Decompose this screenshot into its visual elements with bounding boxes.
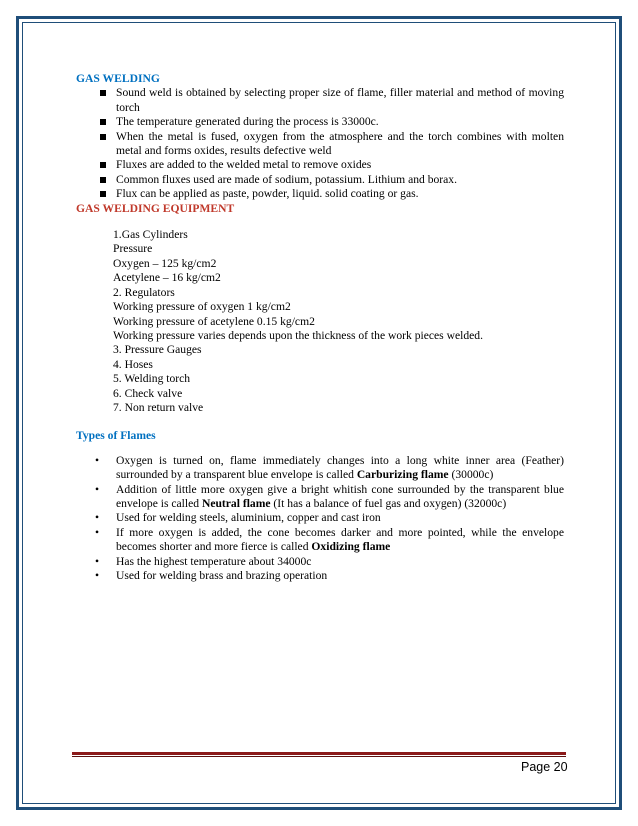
flames-list: [76, 454, 564, 584]
equipment-list: [76, 228, 564, 415]
list-item: • Used for welding brass and brazing operation: [95, 569, 328, 582]
dot-bullet-icon: •: [95, 511, 100, 525]
dot-bullet-icon: •: [95, 554, 100, 568]
dot-bullet-icon: •: [95, 569, 100, 582]
square-bullet-icon: [100, 119, 106, 125]
list-item: • If more oxygen is added, the cone becomes darker and more pointed, while the envelope becomes shorter and more fierce is called Oxidizing flame: [95, 525, 564, 554]
equipment-line: Working pressure varies depends upon the thickness of the work pieces welded.: [113, 328, 483, 342]
square-bullet-icon: [100, 177, 106, 183]
list-item: Sound weld is obtained by selecting proper size of flame, filler material and method of moving torch: [94, 86, 564, 115]
equipment-line: 3. Pressure Gauges: [113, 343, 202, 357]
list-item: • Has the highest temperature about 34000c: [95, 554, 312, 568]
page-number: Page 20: [521, 760, 568, 774]
list-item: Fluxes are added to the welded metal to remove oxides: [94, 158, 564, 172]
equipment-heading: GAS WELDING EQUIPMENT: [76, 201, 235, 215]
gas-welding-list: [76, 86, 564, 201]
equipment-line: 5. Welding torch: [113, 372, 191, 386]
equipment-line: Working pressure of oxygen 1 kg/cm2: [113, 300, 291, 314]
list-item: • Used for welding steels, aluminium, copper and cast iron: [95, 511, 381, 525]
square-bullet-icon: [100, 134, 106, 140]
equipment-line: 4. Hoses: [113, 357, 153, 371]
equipment-line: Oxygen – 125 kg/cm2: [113, 256, 217, 270]
equipment-line: 7. Non return valve: [113, 400, 204, 414]
equipment-line: Working pressure of acetylene 0.15 kg/cm2: [113, 314, 315, 328]
gas-welding-heading: GAS WELDING: [76, 72, 160, 85]
dot-bullet-icon: •: [95, 453, 100, 467]
footer-rule-thin: [72, 756, 566, 757]
dot-bullet-icon: •: [95, 525, 100, 539]
equipment-line: Pressure: [113, 242, 153, 256]
square-bullet-icon: [100, 191, 106, 197]
equipment-line: 2. Regulators: [113, 285, 175, 299]
footer-rule: [72, 752, 566, 755]
list-item: • Oxygen is turned on, flame immediately changes into a long white inner area (Feather) surrounded by a transparent blue envelope is called Carburizing flame (30000c): [95, 453, 564, 482]
list-item: Common fluxes used are made of sodium, potassium. Lithium and borax.: [94, 173, 564, 187]
list-item: The temperature generated during the process is 33000c.: [94, 115, 564, 129]
page-content: [76, 72, 564, 583]
list-item: When the metal is fused, oxygen from the atmosphere and the torch combines with molten metal and forms oxides, results defective weld: [94, 130, 564, 159]
list-item: Flux can be applied as paste, powder, liquid. solid coating or gas.: [94, 187, 564, 201]
dot-bullet-icon: •: [95, 482, 100, 496]
types-of-flames-heading: Types of Flames: [76, 429, 156, 443]
equipment-line: 6. Check valve: [113, 386, 183, 400]
equipment-line: 1.Gas Cylinders: [113, 228, 188, 242]
equipment-line: Acetylene – 16 kg/cm2: [113, 271, 221, 285]
square-bullet-icon: [100, 90, 106, 96]
square-bullet-icon: [100, 162, 106, 168]
list-item: • Addition of little more oxygen give a bright whitish cone surrounded by the transparent blue envelope is called Neutral flame (It has a balance of fuel gas and oxygen) (32000c): [95, 482, 564, 510]
